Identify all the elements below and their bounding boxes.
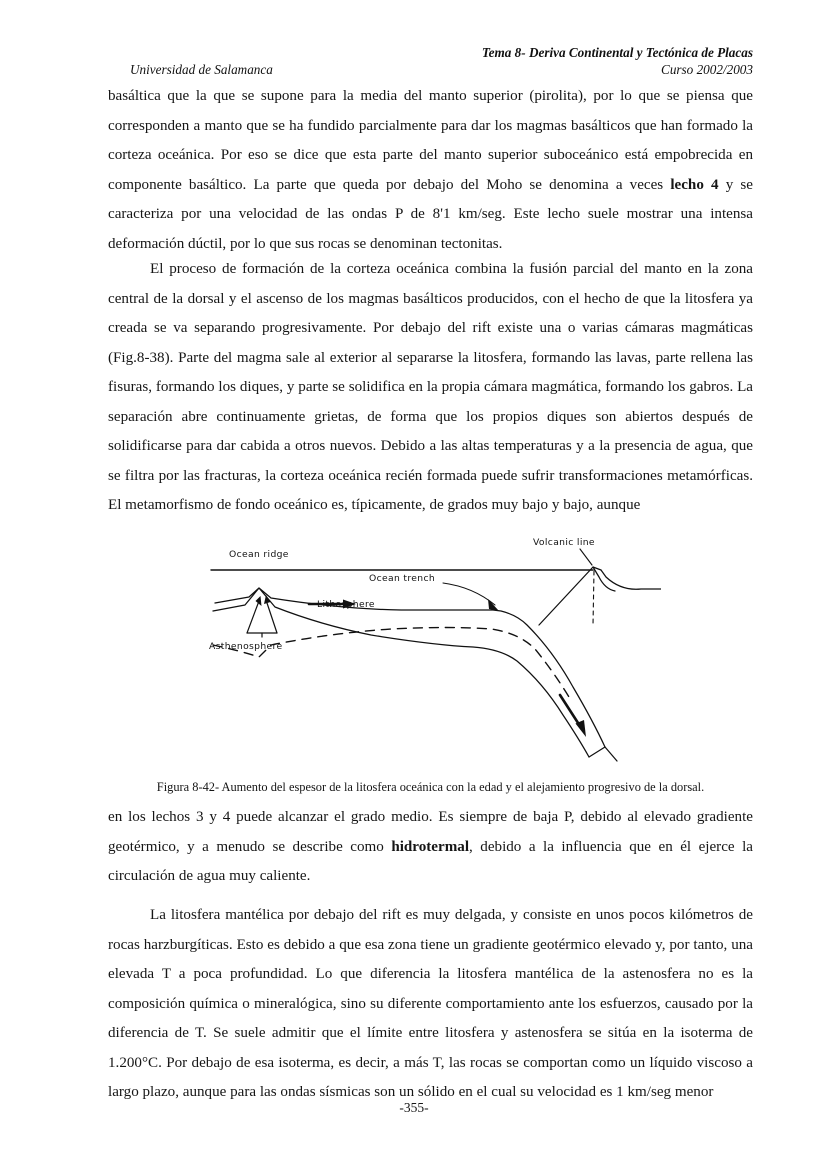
page-number: -355- — [399, 1100, 429, 1115]
label-lithosphere: Lithosphere — [316, 599, 375, 610]
volcanic-line-leader — [580, 549, 592, 565]
paragraph-3 — [108, 803, 753, 892]
header-topic: Tema 8- Deriva Continental y Tectónica de Placas — [481, 45, 753, 60]
figure-8-42 — [108, 525, 753, 780]
paragraph-1-bold-term: lecho 4 — [670, 176, 719, 193]
paragraph-1-part-a: basáltica que la que se supone para la media del manto superior (pirolita), por lo que se piensa que corresponden a manto que se ha fundido parcialmente para dar los magmas basálticos que han formado la corteza oceánica. Por eso se dice que esta parte del manto superior suboceánico está empobrecida en componente basáltico. La parte que queda por debajo del Moho se denomina a veces — [108, 88, 753, 193]
subduction-direction-arrow — [560, 695, 580, 726]
volcano-left-flank — [539, 567, 601, 625]
paragraph-block-1 — [108, 82, 753, 259]
paragraph-3-bold-term: hidrotermal — [391, 838, 470, 855]
page-footer — [0, 1100, 828, 1116]
lithosphere-top-boundary — [215, 588, 605, 747]
subduction-cross-section-diagram — [201, 525, 661, 765]
header-university: Universidad de Salamanca — [130, 62, 273, 77]
paragraph-block-3 — [108, 803, 753, 892]
asthenosphere-leader-left — [247, 601, 259, 633]
volcano-conduit-dashed — [593, 571, 594, 625]
label-asthenosphere: Asthenosphere — [208, 641, 282, 652]
asthenosphere-arrow-head-left — [255, 596, 261, 606]
paragraph-1 — [108, 82, 753, 259]
ocean-trench-leader — [443, 583, 495, 605]
continent-surface-line — [601, 570, 661, 589]
volcano-right-flank — [593, 567, 615, 591]
page-header — [108, 44, 753, 78]
label-volcanic-line: Volcanic line — [532, 537, 595, 548]
header-second-row — [108, 61, 753, 78]
paragraph-block-4 — [108, 901, 753, 1108]
label-ocean-ridge: Ocean ridge — [228, 549, 289, 560]
paragraph-1-part-b: y se caracteriza por una velocidad de las ondas P de 8'1 km/seg. Este lecho suele mostrar una intensa deformación dúctil, por lo que sus rocas se denominan tectonitas. — [108, 176, 753, 252]
figure-caption: Figura 8-42- Aumento del espesor de la litosfera oceánica con la edad y el alejamiento progresivo de la dorsal. — [156, 780, 705, 794]
paragraph-3-part-a: en los lechos 3 y 4 puede alcanzar el grado medio. Es siempre de baja P, debido al elevado gradiente geotérmico, y a menudo se describe como — [108, 809, 753, 855]
paragraph-2: El proceso de formación de la corteza oceánica combina la fusión parcial del manto en la zona central de la dorsal y el ascenso de los magmas basálticos producidos, con el hecho de que la litosfera ya creada se va separando progresivamente. Por debajo del rift existe una o varias cámaras magmáticas (Fig.8-38). Parte del magma sale al exterior al separarse la litosfera, formando las lavas, parte rellena las fisuras, formando los diques, y parte se solidifica en la propia cámara magmática, formando los gabros. La separación abre continuamente grietas, de forma que los propios diques son abiertos después de solidificarse para dar cabida a otros nuevos. Debido a las altas temperaturas y a la presencia de agua, que se filtra por las fracturas, la corteza oceánica recién formada puede sufrir transformaciones metamórficas. El metamorfismo de fondo oceánico es, típicamente, de grados muy bajo y bajo, aunque — [108, 261, 753, 513]
paragraph-3-part-b: , debido a la influencia que en él ejerce la circulación de agua muy caliente. — [108, 838, 753, 884]
slab-edge-right — [605, 747, 617, 761]
slab-tip-end — [589, 747, 605, 757]
paragraph-4: La litosfera mantélica por debajo del rift es muy delgada, y consiste en unos pocos kilómetros de rocas harzburgíticas. Esto es debido a que esa zona tiene un gradiente geotérmico elevado y, por tanto, una elevada T a poca profundidad. Lo que diferencia la litosfera mantélica de la astenosfera no es la composición química o mineralógica, sino su diferente comportamiento ante los esfuerzos, causado por la diferencia de T. Se suele admitir que el límite entre litosfera y astenosfera se sitúa en la isoterma de 1.200°C. Por debajo de esa isoterma, es decir, a más T, las rocas se comportan como un líquido viscoso a largo plazo, aunque para las ondas sísmicas son un sólido en el cual su velocidad es 1 km/seg menor — [108, 907, 753, 1100]
lithosphere-base-boundary — [213, 588, 589, 757]
header-course: Curso 2002/2003 — [661, 62, 753, 77]
label-ocean-trench: Ocean trench — [368, 573, 435, 584]
paragraph-block-2 — [108, 255, 753, 521]
